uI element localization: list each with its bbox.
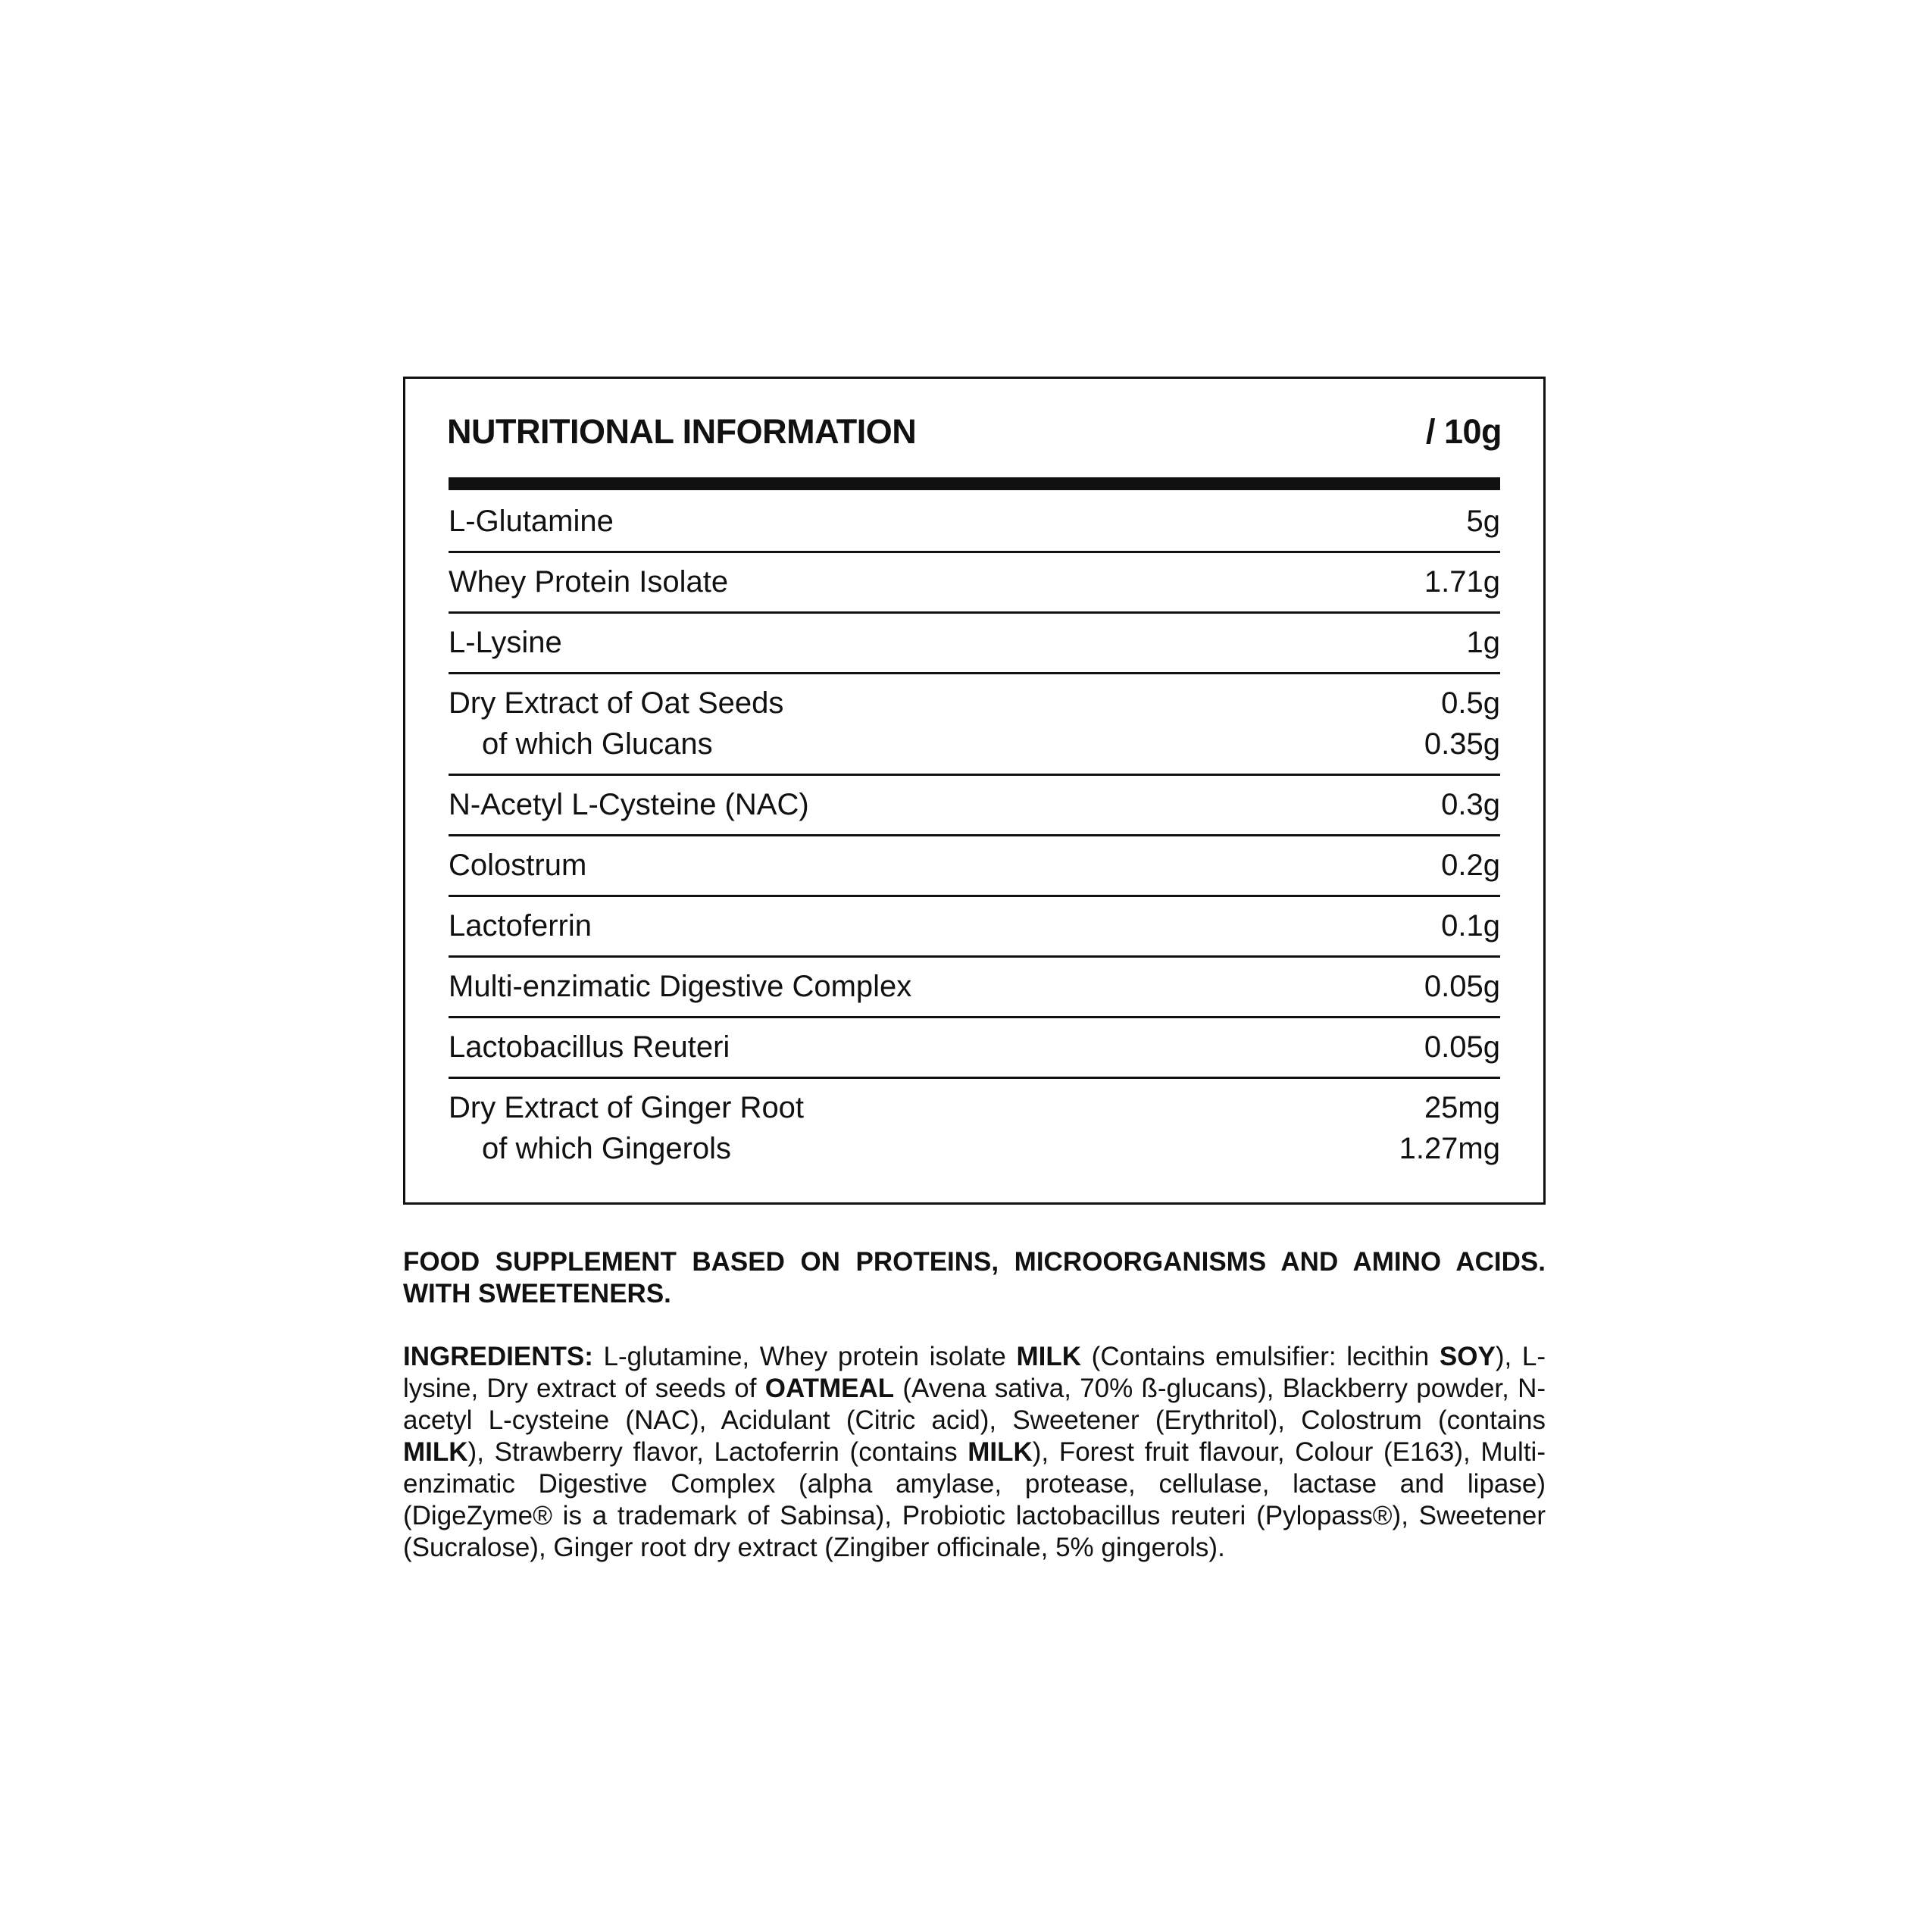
nutrient-line: [449, 501, 1500, 542]
allergen-text: MILK: [968, 1437, 1033, 1467]
nutrient-line: [449, 966, 1500, 1007]
nutrient-line: [449, 845, 1500, 886]
nutrient-row: [449, 958, 1500, 1018]
nutrient-subline: [449, 1128, 1500, 1169]
nutrient-label: L-Glutamine: [449, 505, 614, 538]
nutrient-row: [449, 674, 1500, 776]
header-divider: [449, 477, 1500, 490]
nutrient-row: [449, 492, 1500, 553]
nutrient-line: [449, 683, 1500, 724]
nutrient-line: [449, 905, 1500, 946]
nutrient-amount: 1.27mg: [1399, 1132, 1500, 1165]
ingredients-heading: INGREDIENTS:: [403, 1342, 593, 1371]
nutrient-row: [449, 1079, 1500, 1178]
nutrient-line: [449, 1027, 1500, 1068]
nutrient-row: [449, 897, 1500, 958]
nutrient-amount: 0.3g: [1441, 788, 1500, 821]
ingredient-text: ), Strawberry flavor, Lactoferrin (contains: [467, 1437, 968, 1467]
nutrient-line: [449, 1087, 1500, 1128]
nutrient-amount: 0.05g: [1424, 1030, 1500, 1064]
nutrient-label: of which Gingerols: [482, 1132, 732, 1165]
nutrient-amount: 0.35g: [1424, 727, 1500, 761]
nutrient-label: of which Glucans: [482, 727, 713, 761]
nutrient-label: Dry Extract of Ginger Root: [449, 1091, 805, 1124]
panel-header: [447, 409, 1502, 455]
nutrient-label: Colostrum: [449, 849, 587, 882]
nutrient-row: [449, 776, 1500, 836]
nutrient-row: [449, 836, 1500, 897]
allergen-text: OATMEAL: [764, 1374, 895, 1403]
allergen-text: MILK: [403, 1437, 468, 1467]
nutrient-amount: 0.1g: [1441, 909, 1500, 943]
ingredient-text: (Avena sativa, 70% ß-glucans), Blackberry powder, N-acetyl L-cysteine (NAC), Acidulant (Citric acid), Sweetener (Erythritol), Colostrum (contains: [403, 1374, 1546, 1435]
nutrient-label: Multi-enzimatic Digestive Complex: [449, 970, 912, 1003]
nutrition-panel: [403, 377, 1546, 1205]
nutrient-label: N-Acetyl L-Cysteine (NAC): [449, 788, 809, 821]
nutrient-line: [449, 622, 1500, 663]
ingredient-text: ), Forest fruit flavour, Colour (E163), Multi-enzimatic Digestive Complex (alpha amylase, protease, cellulase, lactase and lipase) (DigeZyme® is a trademark of Sabinsa), Probiotic lactobacillus reuteri (Pylopass®), Sweetener (Sucralose), Ginger root dry extract (Zingiber officinale, 5% gingerols).: [403, 1437, 1546, 1562]
nutrient-label: Whey Protein Isolate: [449, 565, 729, 599]
ingredient-text: ), L-lysine, Dry extract of seeds of: [403, 1342, 1546, 1403]
nutrient-amount: 0.05g: [1424, 970, 1500, 1003]
serving-size: / 10g: [1425, 412, 1502, 451]
ingredients-paragraph: [403, 1341, 1546, 1564]
nutrient-line: [449, 784, 1500, 825]
nutrient-amount: 25mg: [1424, 1091, 1500, 1124]
nutrient-row: [449, 1018, 1500, 1079]
nutrient-amount: 1g: [1466, 626, 1500, 659]
nutrient-amount: 0.5g: [1441, 686, 1500, 720]
supplement-statement: FOOD SUPPLEMENT BASED ON PROTEINS, MICROORGANISMS AND AMINO ACIDS. WITH SWEETENERS.: [403, 1247, 1546, 1308]
nutrient-line: [449, 561, 1500, 602]
nutrient-subline: [449, 724, 1500, 764]
nutrient-label: Lactoferrin: [449, 909, 592, 943]
nutrient-label: Dry Extract of Oat Seeds: [449, 686, 784, 720]
nutrient-amount: 1.71g: [1424, 565, 1500, 599]
nutrient-amount: 5g: [1466, 505, 1500, 538]
nutrient-row: [449, 614, 1500, 674]
ingredient-text: L-glutamine, Whey protein isolate: [592, 1342, 1017, 1371]
nutrient-table: [449, 492, 1500, 1178]
nutrient-amount: 0.2g: [1441, 849, 1500, 882]
nutrient-label: L-Lysine: [449, 626, 562, 659]
nutrient-label: Lactobacillus Reuteri: [449, 1030, 730, 1064]
allergen-text: MILK: [1016, 1342, 1081, 1371]
allergen-text: SOY: [1439, 1342, 1496, 1371]
ingredient-text: (Contains emulsifier: lecithin: [1081, 1342, 1440, 1371]
panel-title: NUTRITIONAL INFORMATION: [447, 412, 917, 451]
nutrient-row: [449, 553, 1500, 614]
